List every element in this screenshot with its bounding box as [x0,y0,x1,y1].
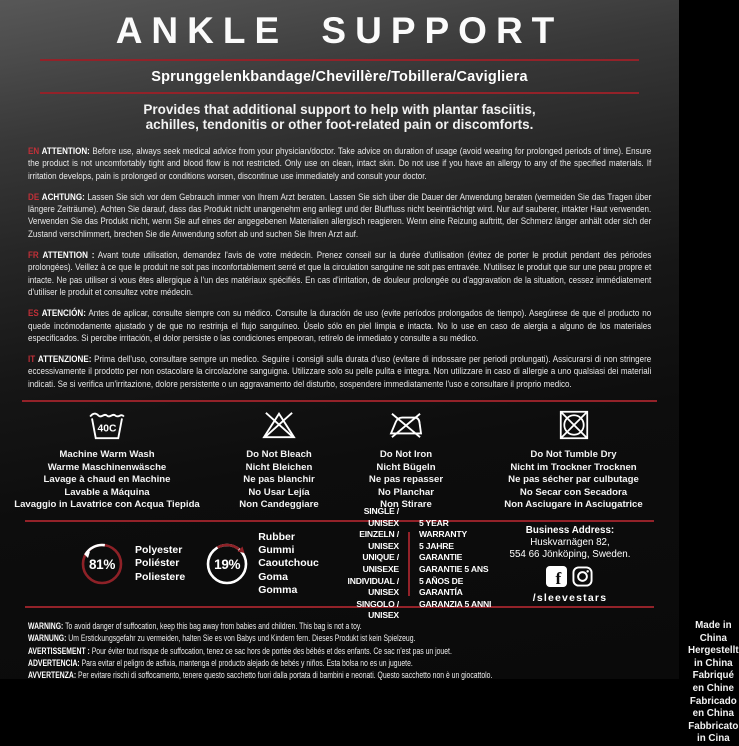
care-label: No Secar con Secadora [519,486,628,498]
rubber-percent-value: 19% [214,556,241,572]
care-label: Lavage à chaud en Machine [43,474,171,486]
polyester-labels [135,544,185,584]
warning-fr [28,645,530,657]
care-label: Nicht Bügeln [376,461,436,473]
warranty-line: 5 JAHRE GARANTIE [418,540,463,563]
care-label: Ne pas repasser [368,474,444,486]
tagline-line-2: achilles, tendonitis or other foot-related pain or discomforts. [145,117,534,132]
care-label: Ne pas sécher par culbutage [508,474,639,486]
notice-fr [28,250,651,299]
warranty-line: 5 YEAR WARRANTY [418,517,467,540]
attention-notices [28,146,651,391]
polyester-percentage-ring [80,542,124,586]
warning-de [28,632,530,644]
business-address-line-1 [495,525,645,549]
material-label: Gummi [258,544,295,557]
size-line: INDIVIDUAL / UNISEX [347,575,399,598]
notice-label: ATTENTION: [41,146,90,157]
social-icons [495,566,645,591]
care-label: Non Candeggiare [239,499,319,511]
product-subtitle-translations: Sprunggelenkbandage/Chevillère/Tobillera/Cavigliera [151,69,528,85]
notice-it [28,354,651,391]
material-label: Rubber [258,531,295,543]
made-in-line: Fabriqué en Chine [692,670,734,694]
notice-text: Lassen Sie sich vor dem Gebrauch immer von Ihrem Arzt beraten. Lassen Sie sich über die Dauer der Anwendung beraten (vermeiden Sie das Tragen über längere Zeiträume). Achten Sie darauf, dass das Produkt nicht unangenehm eng anliegt und der Blutfluss nicht beeinträchtigt wird. Nur auf sauberer, intakter Haut verwenden. Verwenden Sie das Produkt nicht, wenn Sie auf eines der angegebenen Materialien allergisch reagieren. Wenn eine Reizung auftritt, der Schmerz länger anhält oder sich der Zustand verschlimmert, brechen Sie die Anwendung sofort ab und suchen Sie Ihren Arzt auf. [28,191,652,240]
size-line: SINGLE / UNISEX [363,506,399,528]
notice-de [28,192,651,241]
care-do-not-iron [344,410,468,512]
suffocation-warnings-list [28,620,530,681]
notice-en [28,146,651,183]
notice-label: ATTENTION : [42,250,95,262]
care-label: Non Asciugare in Asciugatrice [504,499,643,511]
notice-label: ACHTUNG: [41,191,85,203]
lang-code: EN [28,146,40,157]
do-not-bleach-icon [261,427,297,444]
made-in-line: Fabbricato in Cina [688,720,739,745]
care-labels [344,449,468,512]
made-in-line: Made in China [695,620,732,644]
warning-label: AVERTISSEMENT : [28,645,90,656]
machine-wash-40c-icon [87,423,127,444]
warning-text: Um Erstickungsgefahr zu vermeiden, halten Sie es von Babys und Kindern fern. Dieses Produkt ist kein Spielzeug. [66,633,416,644]
material-label: Gomma [258,583,298,596]
care-label: Machine Warm Wash [59,449,155,461]
business-address-label: Business Address: [525,524,615,536]
size-info [335,506,399,622]
made-in-line: Fabricado en China [689,695,737,720]
product-info-row [24,506,655,621]
care-labels [0,449,214,512]
care-label: Lavaggio in Lavatrice con Acqua Tiepida [14,499,200,511]
instagram-icon [572,566,593,591]
lang-code: FR [28,250,39,262]
material-label: Caoutchouc [258,557,319,570]
product-title: ANKLE SUPPORT [115,10,564,51]
divider-line [40,59,639,61]
care-labels [468,449,679,512]
care-label: Do Not Tumble Dry [530,449,617,461]
warranty-line: 5 AÑOS DE GARANTÍA [418,575,464,598]
material-label: Poliestere [135,570,186,583]
product-tagline [0,102,679,132]
material-label: Goma [258,570,288,583]
tagline-line-1: Provides that additional support to help with plantar fasciitis, [143,102,536,117]
care-label: Nicht im Trockner Trocknen [510,461,637,473]
lang-code: IT [28,354,36,366]
warranty-line: GARANTIE 5 ANS [418,564,489,575]
warning-label: AVVERTENZA: [28,670,77,681]
do-not-tumble-dry-icon [558,427,590,444]
warning-text: Per evitare rischi di soffocamento, tenere questo sacchetto fuori dalla portata di bambini e neonati. Questo sacchetto non è un giocattolo. [76,670,493,681]
social-handle: /sleevestars [532,591,608,604]
lang-code: ES [28,308,39,320]
care-instructions [0,410,679,512]
business-address-city: 554 66 Jönköping, Sweden. [509,548,631,560]
facebook-icon [546,566,567,591]
suffocation-warnings [28,620,688,746]
warning-text: To avoid danger of suffocation, keep this bag away from babies and children. This bag is not a toy. [63,621,362,632]
warranty-line: GARANZIA 5 ANNI [418,598,492,609]
material-label: Poliéster [135,557,180,570]
care-label: Do Not Iron [379,449,433,461]
care-do-not-bleach [214,410,344,512]
notice-text: Before use, always seek medical advice from your physician/doctor. Take advice on duration of usage (avoid wearing for prolonged periods of time). Ensure the product is not uncomfortably tight and blood flow is not restricted. Only use on clean, intact skin. Do not use if you have an allergy to any of the specified materials. If irritation develops, pain is prolonged or conditions worsen, discontinue use immediately and consult your doctor. [28,146,652,182]
warning-it [28,669,530,681]
svg-text:f: f [556,568,562,588]
footer [28,620,739,746]
care-label: Ne pas blanchir [243,474,315,486]
warning-label: WARNUNG: [28,633,67,644]
made-in-block [688,620,739,746]
care-label: No Usar Lejía [248,486,310,498]
warning-text: Pour éviter tout risque de suffocation, tenez ce sac hors de portée des bébés et des enfants. Ce sac n'est pas un jouet. [89,645,452,656]
svg-text:40C: 40C [97,423,117,435]
notice-label: ATTENZIONE: [37,354,92,366]
rubber-percentage-ring [205,542,249,586]
business-address-street: Huskvarnägen 82, [530,536,610,548]
warning-text: Para evitar el peligro de asfixia, mantenga el producto alejado de bebés y niños. Esta bolsa no es un juguete. [79,657,413,668]
care-do-not-tumble-dry [468,410,679,512]
care-label: No Planchar [378,486,434,498]
divider-line [40,92,639,94]
care-label: Nicht Bleichen [245,461,313,473]
made-in-line: Hergestellt in China [688,645,739,669]
do-not-iron-icon [387,427,425,444]
care-machine-wash [0,410,214,512]
size-line: SINGOLO / UNISEX [356,598,399,621]
notice-label: ATENCIÓN: [41,308,86,320]
polyester-percent-value: 81% [88,556,116,572]
warning-es [28,657,530,669]
divider-line [22,400,657,402]
care-label: Warme Maschinenwäsche [47,461,167,473]
vertical-divider [408,532,410,596]
notice-text: Antes de aplicar, consulte siempre con su médico. Consulte la duración de uso (evite períodos prolongados de tiempo). Asegúrese de que el producto no quede incómodamente ajustado y de que no restrinja el flujo sanguíneo. Úselo sólo en piel limpia e intacta. No lo use en caso de alergia a alguno de los materiales especificados. Si percibe irritación, el dolor persiste o las condiciones empeoran, retírelo de inmediato y consulte a su médico. [28,308,652,344]
care-label: Do Not Bleach [246,449,312,461]
care-label: Lavable a Máquina [64,486,150,498]
notice-text: Avant toute utilisation, demandez l'avis de votre médecin. Prenez conseil sur la durée d'utilisation (évitez de porter le produit pendant des périodes prolongées). Veillez à ce que le produit ne soit pas inconfortablement serré et que la circulation sanguine ne soit pas entravée. N'utilisez le produit que sur une peau propre et intacte. Ne pas utiliser si vous êtes allergique à l'un des matériaux spécifiés. En cas d'irritation, de douleur prolongée ou d'aggravation de la situation, cessez immédiatement d'utiliser le produit et consultez votre médecin. [28,250,652,298]
warning-en [28,620,530,632]
notice-es [28,308,651,345]
warning-label: WARNING: [28,621,64,632]
business-address-block [495,525,645,604]
care-label: Non Stirare [380,499,432,511]
lang-code: DE [28,191,40,203]
notice-text: Prima dell'uso, consultare sempre un medico. Seguire i consigli sulla durata d'uso (evitare di indossare per periodi prolungati). Assicurarsi di non stringere eccessivamente il prodotto per non ostacolare la circolazione sanguigna. Utilizzare solo su pelle pulita e integra. Non utilizzare in caso di allergie a uno qualsiasi dei materiali indicati. Se si verifica un'irritazione, dolore persistente o un aggravamento del disturbo, sospendere immediatamente l'uso e consultare il proprio medico. [28,354,652,390]
material-label: Polyester [135,544,183,557]
size-line: UNIQUE / UNISEXE [362,552,399,575]
warning-label: ADVERTENCIA: [28,657,80,668]
size-line: EINZELN / UNISEX [359,529,399,551]
warranty-info [419,518,495,611]
care-labels [214,449,344,512]
rubber-labels [258,531,319,597]
